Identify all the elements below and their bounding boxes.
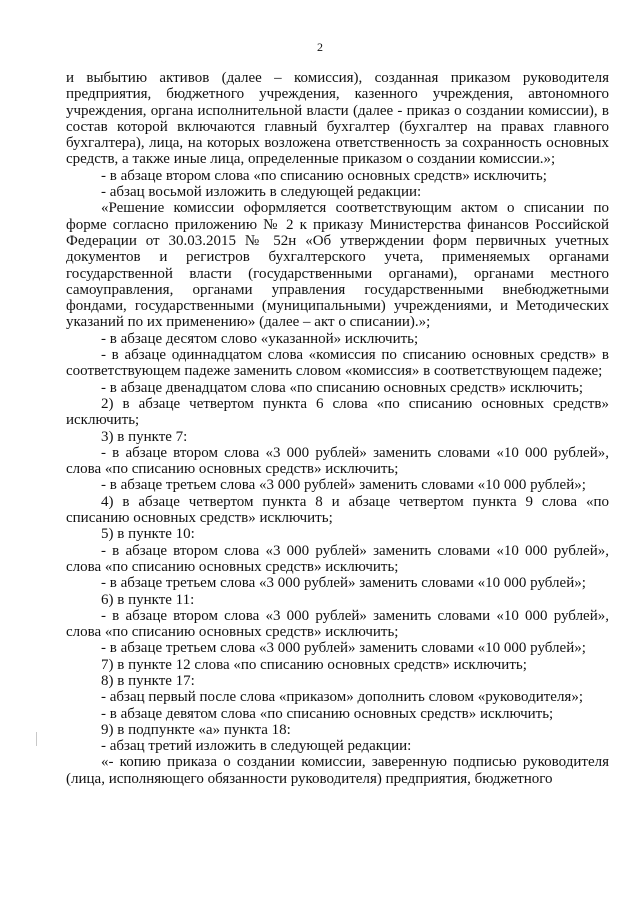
paragraph-item: 4) в абзаце четвертом пункта 8 и абзаце четвертом пункта 9 слова «по списанию основных средств» исключить; xyxy=(66,493,609,527)
paragraph-item: 2) в абзаце четвертом пункта 6 слова «по списанию основных средств» исключить; xyxy=(66,395,609,429)
paragraph: - в абзаце втором слова «3 000 рублей» заменить словами «10 000 рублей», слова «по списанию основных средств» исключить; xyxy=(66,542,609,575)
paragraph: - абзац восьмой изложить в следующей редакции: xyxy=(101,184,422,201)
paragraph-item: 5) в пункте 10: xyxy=(101,526,195,543)
paragraph: - абзац третий изложить в следующей редакции: xyxy=(101,738,412,755)
paragraph: - в абзаце втором слова «по списанию основных средств» исключить; xyxy=(101,167,547,184)
paragraph: - в абзаце третьем слова «3 000 рублей» заменить словами «10 000 рублей»; xyxy=(101,640,586,657)
page-number: 2 xyxy=(317,40,323,54)
paragraph: - в абзаце двенадцатом слова «по списанию основных средств» исключить; xyxy=(101,379,584,396)
margin-mark xyxy=(36,732,37,746)
paragraph-item: 3) в пункте 7: xyxy=(101,428,188,445)
paragraph-item: 9) в подпункте «а» пункта 18: xyxy=(101,721,291,738)
paragraph-item: 6) в пункте 11: xyxy=(101,591,195,608)
paragraph: - в абзаце третьем слова «3 000 рублей» заменить словами «10 000 рублей»; xyxy=(101,477,586,494)
paragraph-continuation: и выбытию активов (далее – комиссия), созданная приказом руководителя предприятия, бюджетного учреждения, казенного учреждения, автономного учреждения, органа исполнительной власти (далее - приказ о создании комиссии), в состав которой включаются главный бухгалтер (бухгалтер на правах главного бухгалтера), лица, на которых возложена ответственность за сохранность основных средств, а также иные лица, определенные приказом о создании комиссии.»; xyxy=(66,70,609,168)
paragraph-quote: «Решение комиссии оформляется соответствующим актом о списании по форме согласно приложению № 2 к приказу Министерства финансов Российской Федерации от 30.03.2015 № 52н «Об утверждении форм первичных учетных документов и регистров бухгалтерского учета, применяемых органами государственной власти (государственными органами), органами местного самоуправления, органами управления государственными внебюджетными фондами, государственными (муниципальными) учреждениями, и Методических указаний по их применению» (далее – акт о списании).»; xyxy=(66,200,609,331)
paragraph: - абзац первый после слова «приказом» дополнить словом «руководителя»; xyxy=(101,689,583,706)
paragraph: - в абзаце одиннадцатом слова «комиссия по списанию основных средств» в соответствующем падеже заменить словом «комиссия» в соответствующем падеже; xyxy=(66,347,609,380)
document-body xyxy=(66,70,609,787)
paragraph: - в абзаце десятом слово «указанной» исключить; xyxy=(101,330,419,347)
paragraph-item: 7) в пункте 12 слова «по списанию основных средств» исключить; xyxy=(101,656,527,673)
paragraph: - в абзаце втором слова «3 000 рублей» заменить словами «10 000 рублей», слова «по списанию основных средств» исключить; xyxy=(66,444,609,478)
paragraph: - в абзаце втором слова «3 000 рублей» заменить словами «10 000 рублей», слова «по списанию основных средств» исключить; xyxy=(66,607,609,641)
paragraph-quote: «- копию приказа о создании комиссии, заверенную подписью руководителя (лица, исполняющего обязанности руководителя) предприятия, бюджетного xyxy=(66,754,609,787)
paragraph: - в абзаце девятом слова «по списанию основных средств» исключить; xyxy=(101,705,554,722)
paragraph-item: 8) в пункте 17: xyxy=(101,672,195,689)
paragraph: - в абзаце третьем слова «3 000 рублей» заменить словами «10 000 рублей»; xyxy=(101,575,586,592)
